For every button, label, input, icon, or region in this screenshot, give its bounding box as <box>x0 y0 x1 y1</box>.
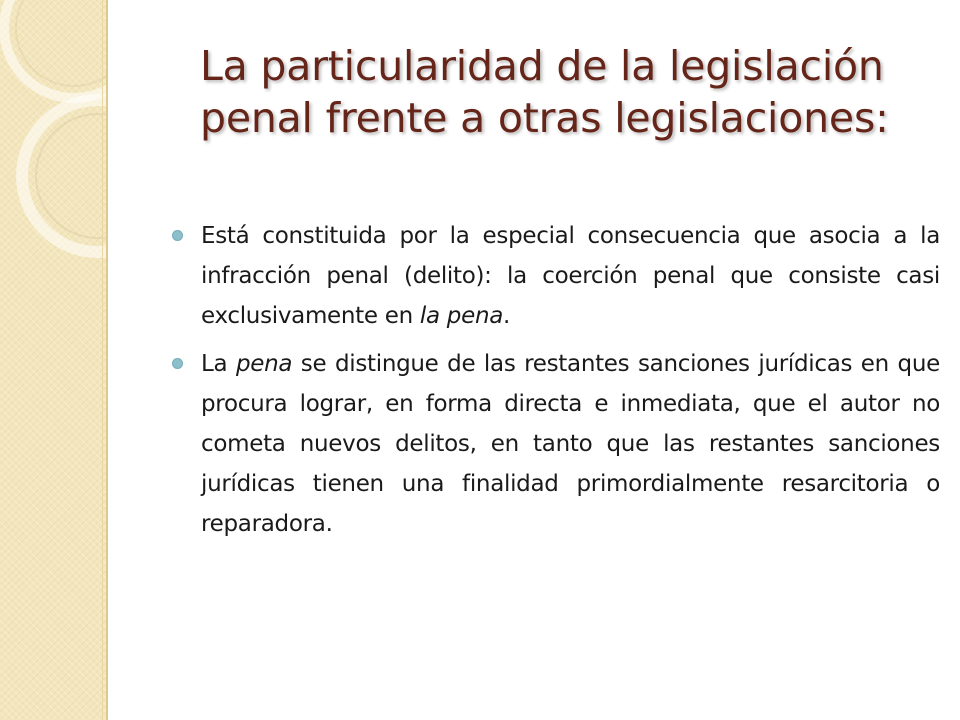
title-line-2: penal frente a otras legislaciones: <box>200 94 889 142</box>
bullet-emphasis: pena <box>235 351 293 377</box>
bullet-text-end: . <box>503 303 511 329</box>
decorative-side-panel <box>0 0 108 720</box>
bullet-list <box>172 216 940 552</box>
title-line-1: La particularidad de la legislación <box>200 42 884 90</box>
bullet-emphasis: la pena <box>419 303 504 329</box>
decorative-circles <box>0 0 106 720</box>
bullet-text-end: se distingue de las restantes sanciones jurídicas en que procura lograr, en forma directa e inmediata, que el autor no cometa nuevos delitos, en tanto que las restantes sanciones jurídicas tienen una finalidad primordialmente resarcitoria o reparadora. <box>201 351 940 537</box>
bullet-dot-icon <box>172 230 183 241</box>
bullet-item <box>172 216 940 336</box>
slide-title <box>200 40 940 144</box>
bullet-text: Está constituida por la especial consecuencia que asocia a la infracción penal (delito): la coerción penal que consiste casi exclusivamente en <box>201 223 940 329</box>
slide-title-area <box>200 40 940 144</box>
bullet-text: La <box>201 351 236 377</box>
bullet-item <box>172 344 940 544</box>
bullet-dot-icon <box>172 358 183 369</box>
